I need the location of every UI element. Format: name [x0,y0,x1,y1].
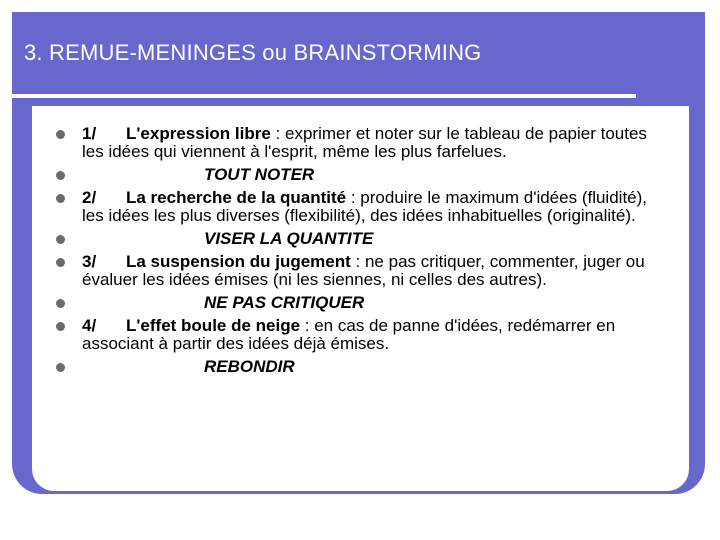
item-motto: TOUT NOTER [204,165,315,184]
slide-title: 3. REMUE-MENINGES ou BRAINSTORMING [24,40,482,65]
bullet-icon [56,171,65,180]
item-heading: L'expression libre [126,124,271,143]
item-number: 3/ [82,252,97,271]
list-item [54,253,654,289]
list-item [54,294,654,312]
item-heading: L'effet boule de neige [126,316,301,335]
bullet-icon [56,363,65,372]
frame-band [12,98,669,106]
bullet-icon [56,322,65,331]
list-item [54,230,654,248]
item-body: : exprimer et noter sur le tableau de papier toutes les idées qui viennent à l'esprit, même les plus farfelues. [82,124,647,161]
item-heading: La suspension du jugement [126,252,351,271]
bullet-list [54,125,654,376]
title-bar [12,12,705,94]
item-body: : ne pas critiquer, commenter, juger ou évaluer les idées émises (ni les siennes, ni celles des autres). [82,252,645,289]
bullet-icon [56,194,65,203]
item-number: 2/ [82,188,97,207]
item-motto: NE PAS CRITIQUER [204,293,365,312]
bullet-icon [56,130,65,139]
item-number: 1/ [82,124,97,143]
bullet-icon [56,299,65,308]
bullet-icon [56,235,65,244]
item-motto: REBONDIR [204,357,295,376]
item-motto: VISER LA QUANTITE [204,229,374,248]
bullet-icon [56,258,65,267]
list-item [54,317,654,353]
item-number: 4/ [82,316,97,335]
list-item [54,358,654,376]
list-item [54,125,654,161]
item-body: : produire le maximum d'idées (fluidité), les idées les plus diverses (flexibilité), des idées inhabituelles (originalité). [82,188,648,225]
item-body: : en cas de panne d'idées, redémarrer en associant à partir des idées déjà émises. [82,316,616,353]
item-heading: La recherche de la quantité [126,188,347,207]
list-item [54,189,654,225]
list-item [54,166,654,184]
content-area [54,125,654,381]
